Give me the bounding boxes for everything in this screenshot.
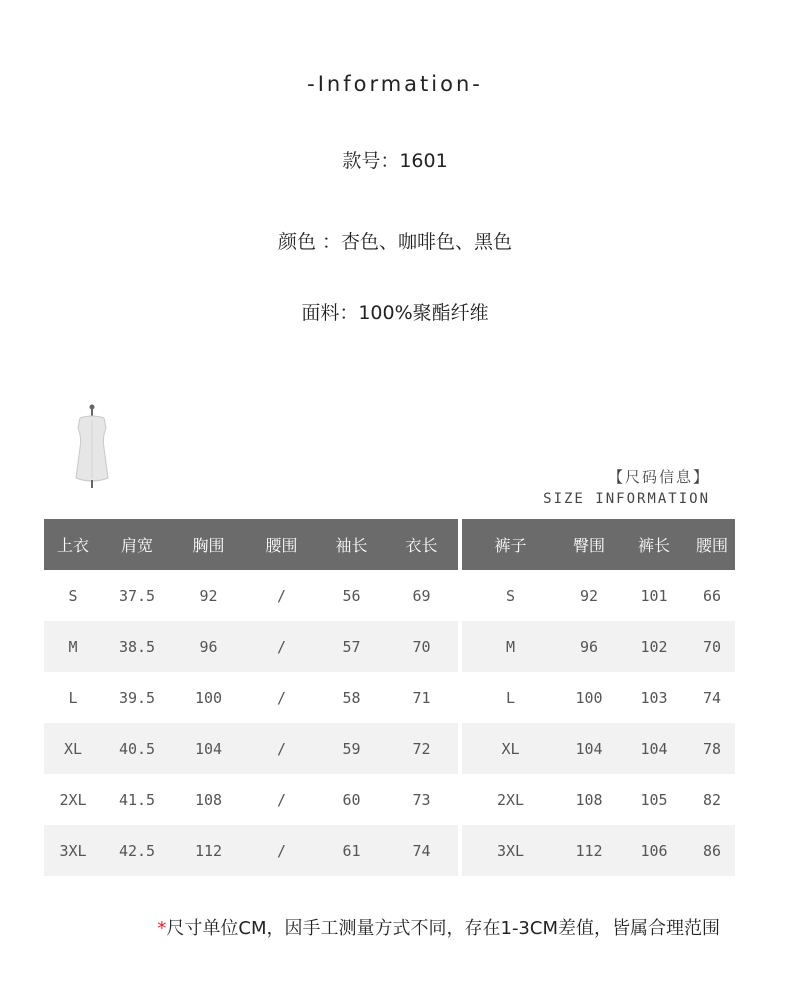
pants-table-cell: 106 [619,825,689,876]
pants-table-cell: 101 [619,570,689,621]
pants-header-cell: 裤子 [462,519,559,570]
pants-size-table [462,519,735,876]
tops-table-cell: 73 [385,774,458,825]
tops-header-cell: 腰围 [245,519,318,570]
fabric-info: 面料：100%聚酯纤维 [301,302,489,324]
pants-table-row [462,621,735,672]
tops-table-row [44,774,458,825]
pants-table-cell: 103 [619,672,689,723]
pants-table-cell: 104 [619,723,689,774]
tops-table-cell: L [44,672,102,723]
tops-table-cell: 2XL [44,774,102,825]
pants-table-cell: 86 [689,825,735,876]
tops-table-cell: 60 [318,774,385,825]
tops-table-cell: 58 [318,672,385,723]
size-info-title [543,466,710,507]
tops-table-cell: / [245,825,318,876]
tops-table-body [44,570,458,876]
pants-table-cell: 78 [689,723,735,774]
tops-table-cell: 39.5 [102,672,172,723]
tops-table-cell: M [44,621,102,672]
tops-table-cell: 3XL [44,825,102,876]
tops-table-cell: 41.5 [102,774,172,825]
tops-table-cell: 104 [172,723,245,774]
tops-table-cell: 70 [385,621,458,672]
tops-table-cell: 37.5 [102,570,172,621]
pants-table-cell: L [462,672,559,723]
tops-table-cell: 59 [318,723,385,774]
tops-table-cell: 69 [385,570,458,621]
pants-table-row [462,570,735,621]
page-title: -Information- [307,72,483,96]
tops-table-cell: 40.5 [102,723,172,774]
tops-table-cell: / [245,672,318,723]
tops-table-cell: 108 [172,774,245,825]
note-text: 尺寸单位CM，因手工测量方式不同，存在1-3CM差值，皆属合理范围 [166,918,720,939]
pants-table-cell: 105 [619,774,689,825]
tops-table-row [44,723,458,774]
note-asterisk: * [157,918,167,939]
tops-table-row [44,672,458,723]
tops-header-cell: 上衣 [44,519,102,570]
tops-table-cell: 56 [318,570,385,621]
tops-table-cell: / [245,570,318,621]
pants-table-cell: M [462,621,559,672]
pants-table-row [462,825,735,876]
pants-table-cell: 112 [559,825,619,876]
pants-table-cell: 74 [689,672,735,723]
pants-header-row [462,519,735,570]
pants-table-cell: 92 [559,570,619,621]
pants-table-cell: 82 [689,774,735,825]
dress-form-icon [64,402,120,490]
pants-header-cell: 臀围 [559,519,619,570]
tops-table-cell: 38.5 [102,621,172,672]
pants-table-cell: 96 [559,621,619,672]
tops-table-cell: 112 [172,825,245,876]
pants-header-cell: 裤长 [619,519,689,570]
size-info-title-cn: 【尺码信息】 [607,468,710,486]
pants-table-row [462,774,735,825]
tops-table-cell: 74 [385,825,458,876]
pants-table-cell: 104 [559,723,619,774]
pants-table-cell: 102 [619,621,689,672]
pants-table-row [462,723,735,774]
pants-table-cell: 2XL [462,774,559,825]
tops-table-row [44,570,458,621]
tops-table-cell: 71 [385,672,458,723]
tops-header-cell: 肩宽 [102,519,172,570]
tops-table-cell: 96 [172,621,245,672]
color-options: 颜色 ：杏色、咖啡色、黑色 [277,231,513,253]
measurement-note [157,914,720,940]
tops-table-cell: 92 [172,570,245,621]
tops-table-cell: / [245,774,318,825]
tops-table-cell: 100 [172,672,245,723]
tops-size-table [44,519,458,876]
pants-table-cell: 70 [689,621,735,672]
tops-table-cell: / [245,621,318,672]
pants-table-cell: 3XL [462,825,559,876]
style-number: 款号：1601 [342,150,448,172]
tops-table-row [44,825,458,876]
pants-table-cell: 66 [689,570,735,621]
tops-table-cell: 57 [318,621,385,672]
pants-table-body [462,570,735,876]
tops-table-row [44,621,458,672]
tops-table-cell: 42.5 [102,825,172,876]
pants-table-cell: 100 [559,672,619,723]
tops-header-row [44,519,458,570]
tops-header-cell: 衣长 [385,519,458,570]
tops-header-cell: 袖长 [318,519,385,570]
pants-table-cell: XL [462,723,559,774]
pants-table-cell: S [462,570,559,621]
size-info-title-en: SIZE INFORMATION [543,491,710,507]
pants-table-cell: 108 [559,774,619,825]
tops-table-cell: / [245,723,318,774]
tops-table-cell: XL [44,723,102,774]
tops-table-cell: 61 [318,825,385,876]
tops-table-cell: S [44,570,102,621]
pants-header-cell: 腰围 [689,519,735,570]
tops-table-cell: 72 [385,723,458,774]
tops-header-cell: 胸围 [172,519,245,570]
pants-table-row [462,672,735,723]
